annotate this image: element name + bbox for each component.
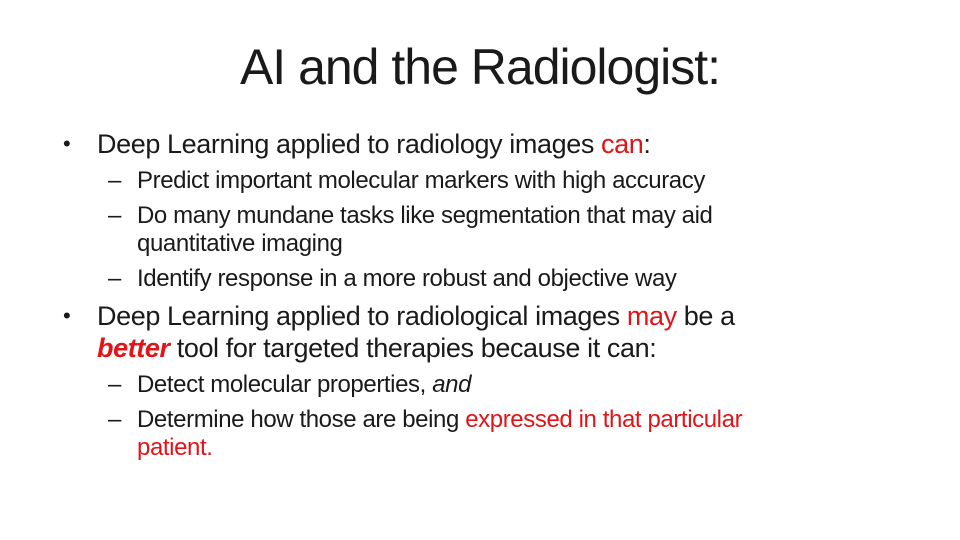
bullet-dash-marker: –: [108, 167, 121, 194]
bullet-item: [63, 300, 940, 364]
text-segment: Deep Learning applied to radiology images: [97, 129, 602, 159]
bullet-dash-marker: –: [108, 265, 121, 292]
bullet-item: [108, 202, 940, 258]
bullet-text: [137, 202, 713, 258]
text-segment: Detect molecular properties,: [137, 371, 433, 398]
text-segment: tool for targeted therapies because it can:: [169, 333, 657, 363]
text-segment: expressed in that particular: [465, 406, 743, 433]
bullet-dash-marker: –: [108, 371, 121, 398]
text-segment: be a: [676, 301, 735, 331]
bullet-item: [108, 265, 940, 293]
bullet-text: [97, 128, 651, 160]
text-segment: better: [97, 333, 170, 363]
bullet-dot-marker: •: [63, 131, 71, 156]
text-segment: quantitative imaging: [137, 230, 343, 257]
text-segment: can: [601, 129, 644, 159]
bullet-item: [63, 128, 940, 160]
bullet-item: [108, 406, 940, 462]
text-segment: Do many mundane tasks like segmentation that may aid: [137, 202, 713, 229]
bullet-item: [108, 371, 940, 399]
bullet-dot-marker: •: [63, 303, 71, 328]
text-segment: Determine how those are being: [137, 406, 466, 433]
text-segment: :: [643, 129, 651, 159]
bullet-dash-marker: –: [108, 202, 121, 229]
bullet-text: [137, 167, 705, 195]
bullet-text: [137, 406, 742, 462]
bullet-item: [108, 167, 940, 195]
text-segment: Predict important molecular markers with high accuracy: [137, 167, 705, 194]
text-segment: Deep Learning applied to radiological images: [97, 301, 627, 331]
text-segment: Identify response in a more robust and objective way: [137, 265, 677, 292]
text-segment: may: [626, 301, 677, 331]
bullet-list: [63, 128, 940, 462]
bullet-dash-marker: –: [108, 406, 121, 433]
text-segment: and: [432, 371, 472, 398]
bullet-text: [97, 300, 735, 364]
text-segment: patient.: [137, 434, 213, 461]
slide-title: AI and the Radiologist:: [239, 39, 721, 95]
bullet-text: [137, 371, 471, 399]
bullet-text: [137, 265, 677, 293]
